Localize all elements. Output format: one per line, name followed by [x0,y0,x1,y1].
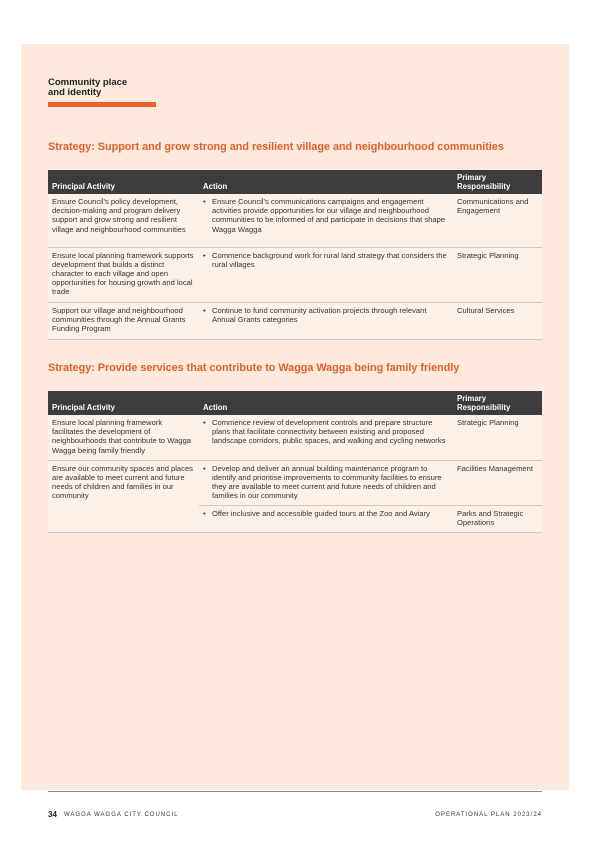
footer-document-title: OPERATIONAL PLAN 2023/24 [435,812,542,818]
table-row [48,460,542,505]
action-cell: • Commence review of development controls and prepare structure plans that facilitate connectivity between existing and proposed landscape corridors, public spaces, and walking and cycling networks [199,415,453,460]
activity-cell: Ensure our community spaces and places are available to meet current and future needs of children and families in our community [48,460,199,532]
activity-cell: Ensure local planning framework supports development that builds a distinct character to each village and open opportunities for housing growth and local trade [48,247,199,302]
table-row [48,415,542,460]
table-row [48,302,542,339]
footer-divider [48,791,542,792]
table-row [48,247,542,302]
col-header-action: Action [199,391,453,415]
col-header-activity: Principal Activity [48,170,199,194]
responsibility-cell: Cultural Services [453,302,542,339]
table-row [48,194,542,247]
col-header-responsibility: Primary Responsibility [453,391,542,415]
col-header-action: Action [199,170,453,194]
footer-council-name: WAGGA WAGGA CITY COUNCIL [64,812,179,818]
action-cell: • Offer inclusive and accessible guided tours at the Zoo and Aviary [199,505,453,532]
strategy-1-heading: Strategy: Support and grow strong and resilient village and neighbourhood communities [48,141,504,153]
responsibility-cell: Strategic Planning [453,247,542,302]
strategy-2-table [48,391,542,533]
table-header-row [48,391,542,415]
page-number: 34 [48,810,57,819]
action-cell: • Continue to fund community activation projects through relevant Annual Grants categories [199,302,453,339]
section-accent-bar [48,102,156,107]
col-header-activity: Principal Activity [48,391,199,415]
strategy-1-table [48,170,542,340]
activity-cell: Ensure Council's policy development, decision-making and program delivery support and grow strong and resilient village and neighbourhood communities [48,194,199,247]
responsibility-cell: Communications and Engagement [453,194,542,247]
table-header-row [48,170,542,194]
action-cell: • Develop and deliver an annual building maintenance program to identify and prioritise improvements to community facilities to ensure they are available to meet current and future needs of children and families in our community [199,460,453,505]
responsibility-cell: Strategic Planning [453,415,542,460]
section-title: Community place and identity [48,77,128,98]
col-header-responsibility: Primary Responsibility [453,170,542,194]
activity-cell: Support our village and neighbourhood communities through the Annual Grants Funding Program [48,302,199,339]
action-cell: • Ensure Council's communications campaigns and engagement activities provide opportunities for our village and neighbourhood communities to be informed of and participate in decisions that shape Wagga Wagga [199,194,453,247]
responsibility-cell: Facilities Management [453,460,542,505]
action-cell: • Commence background work for rural land strategy that considers the rural villages [199,247,453,302]
responsibility-cell: Parks and Strategic Operations [453,505,542,532]
activity-cell: Ensure local planning framework facilitates the development of neighbourhoods that contribute to Wagga Wagga being family friendly [48,415,199,460]
strategy-2-heading: Strategy: Provide services that contribute to Wagga Wagga being family friendly [48,362,460,374]
